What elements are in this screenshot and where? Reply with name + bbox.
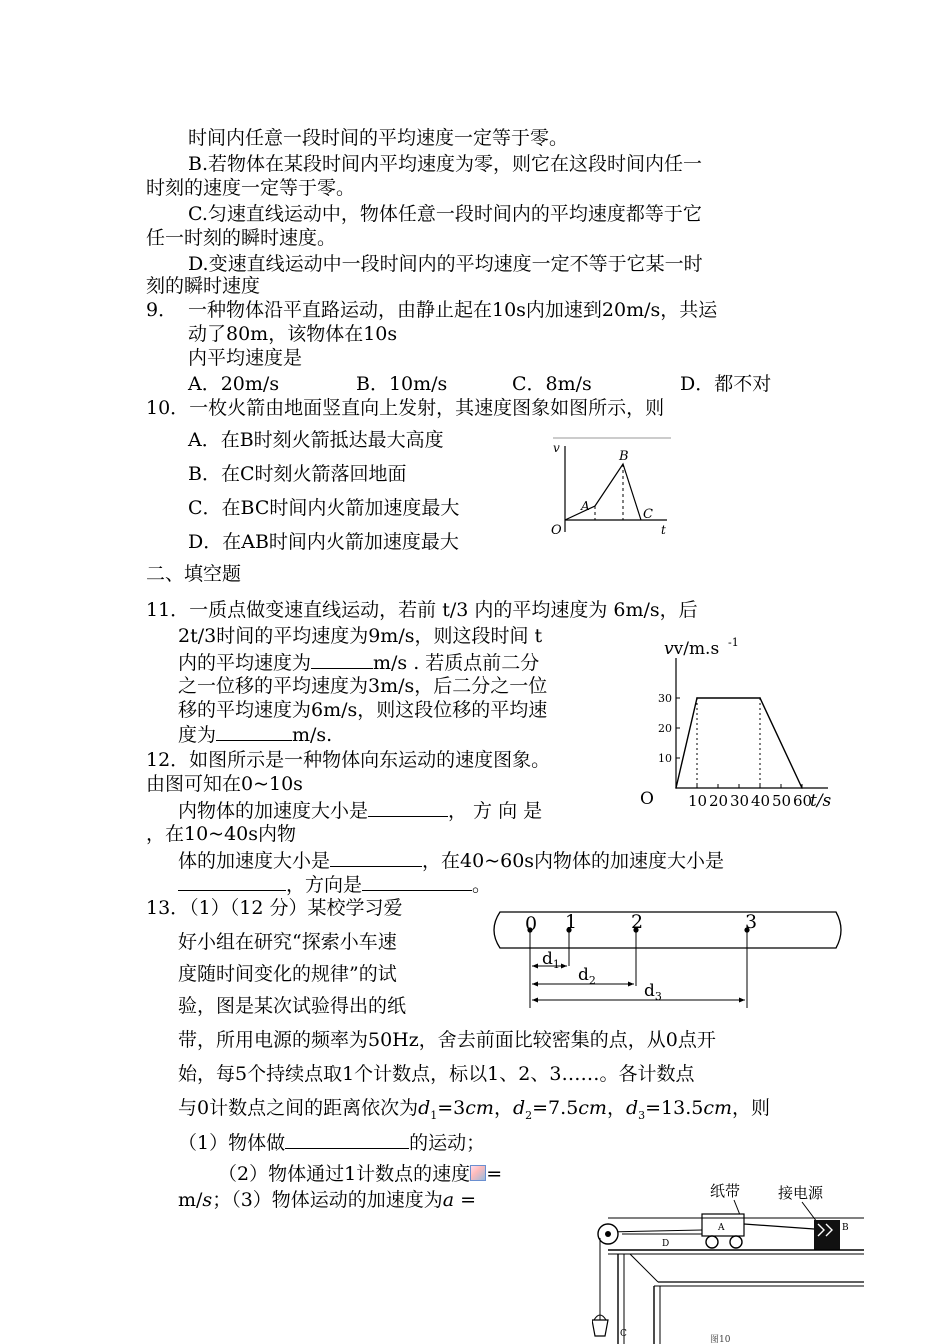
vt-x-tick-label: 20 (709, 792, 729, 810)
q13-line5: 带，所用电源的频率为50Hz，舍去前面比较密集的点，从0点开 (178, 1029, 716, 1051)
vt-data-point (759, 697, 761, 699)
q13-d1-value: =3 (437, 1097, 466, 1119)
vt-x-tick-label: 10 (688, 792, 708, 810)
graph-point-a: A (581, 499, 590, 513)
q13-unit-m: m/ (178, 1189, 203, 1211)
q12-line2: 由图可知在0~10s (146, 773, 303, 795)
tape-point-0: 0 (525, 913, 538, 935)
q11-line2: 2t/3时间的平均速度为9m/s，则这段时间 t (178, 625, 543, 647)
q12-line5-text: 体的加速度大小是 (178, 850, 331, 872)
q13-part3-eq: = (460, 1189, 477, 1211)
q13-line4: 验，图是某次试验得出的纸 (178, 995, 407, 1017)
q10-option-a: A．在B时刻火箭抵达最大高度 (188, 429, 444, 451)
velocity-time-chart (632, 628, 842, 818)
q8-option-c-cont: 任一时刻的瞬时速度。 (146, 227, 337, 249)
q13-part1-end: 的运动； (409, 1132, 486, 1154)
q11-line6 (178, 722, 332, 747)
q11-stem: 11．一质点做变速直线运动，若前 t/3 内的平均速度为 6m/s，后 (146, 599, 698, 621)
q13-stem: 13．（1）（12 分）某校学习爱 (146, 897, 403, 919)
vt-x-tick-label: 30 (730, 792, 750, 810)
q11-blank-2[interactable] (216, 722, 292, 741)
vt-y-axis-unit: v/m.s (673, 639, 720, 659)
q12-line3-text: 内物体的加速度大小是 (178, 800, 369, 822)
q9-stem-cont: 动了80m，该物体在10s (188, 323, 398, 345)
q13-part2-text: （2）物体通过1计数点的速度 (218, 1163, 471, 1185)
tape-d1-label: $d_1$ (542, 949, 560, 971)
q13-blank-motion[interactable] (285, 1130, 409, 1149)
q11-line3-unit: m/s . 若质点前二分 (373, 652, 540, 674)
graph-point-c: C (643, 507, 653, 522)
q9-option-b: B．10m/s (356, 373, 448, 395)
tape-d3-label: $d_3$ (644, 981, 662, 1003)
vt-y-tick-label: 20 (658, 722, 672, 735)
vt-data-point (801, 787, 803, 789)
apparatus-label-c: C (620, 1329, 627, 1339)
vt-y-tick-label: 30 (658, 692, 672, 705)
q11-line6-unit: m/s. (292, 724, 333, 746)
apparatus-cart-a: A (718, 1223, 725, 1233)
q13-d2-symbol: d (512, 1097, 526, 1119)
vt-x-tick-label: 40 (751, 792, 771, 810)
q12-line6 (178, 872, 491, 897)
tape-point-3: 3 (745, 911, 758, 933)
q13-d1-symbol: d (418, 1097, 431, 1119)
q12-line3 (178, 798, 542, 823)
q8-option-c: C.匀速直线运动中，物体任意一段时间内的平均速度都等于它 (188, 203, 702, 225)
q13-d3-value: =13.5 (645, 1097, 704, 1119)
graph-t-label: t (661, 523, 666, 537)
cart-apparatus-figure (592, 1172, 870, 1344)
q9-stem-cont2: 内平均速度是 (188, 347, 303, 369)
vt-x-tick-label: 60 (793, 792, 813, 810)
q13-d2-value: =7.5 (532, 1097, 579, 1119)
q12-line6-end: 。 (472, 874, 492, 896)
q10-option-b: B．在C时刻火箭落回地面 (188, 463, 407, 485)
q13-line2: 好小组在研究“探索小车速 (178, 931, 397, 953)
apparatus-paper-tape-label: 纸带 (710, 1182, 741, 1200)
q13-d1-unit: cm (465, 1097, 494, 1119)
q12-line3-dir: ， 方 向 是 (448, 800, 543, 822)
q13-d3-symbol: d (625, 1097, 639, 1119)
q13-d3-unit: cm (703, 1097, 733, 1119)
vt-origin: O (640, 789, 654, 809)
graph-point-b: B (619, 449, 629, 464)
q8-option-a-cont: 时间内任意一段时间的平均速度一定等于零。 (188, 127, 569, 149)
q10-stem: 10．一枚火箭由地面竖直向上发射，其速度图象如图所示，则 (146, 397, 665, 419)
vt-y-tick-label: 10 (658, 752, 672, 765)
paper-tape-diagram (480, 904, 850, 1014)
q13-line6: 始，每5个持续点取1个计数点，标以1、2、3……。各计数点 (178, 1063, 695, 1085)
vt-data-point (675, 787, 677, 789)
q11-line5: 移的平均速度为6m/s，则这段位移的平均速 (178, 699, 548, 721)
graph-v-label: v (553, 441, 560, 455)
q12-stem: 12．如图所示是一种物体向东运动的速度图象。 (146, 749, 551, 771)
q12-line5 (178, 848, 724, 873)
q11-line4: 之一位移的平均速度为3m/s，后二分之一位 (178, 675, 548, 697)
q8-option-b: B.若物体在某段时间内平均速度为零，则它在这段时间内任一 (188, 153, 703, 175)
q12-blank-2[interactable] (330, 848, 422, 867)
q13-line7: 与0计数点之间的距离依次为$d_1=3cm$，$d_2=7.5cm$，$d_3=13.5cm$，则 (178, 1097, 771, 1122)
tape-point-1: 1 (565, 911, 578, 933)
q13-part2-eq: = (486, 1163, 503, 1185)
q13-line7-text: 与0计数点之间的距离依次为 (178, 1097, 419, 1119)
q9-option-a: A．20m/s (188, 373, 280, 395)
q8-option-d-cont: 刻的瞬时速度 (146, 275, 261, 297)
q12-line4: ，在10~40s内物 (146, 823, 297, 845)
q8-option-b-cont: 时刻的速度一定等于零。 (146, 177, 356, 199)
q9-stem: 一种物体沿平直路运动，由静止起在10s内加速到20m/s，共运 (188, 299, 718, 321)
q11-line3 (178, 650, 539, 675)
q9-option-d: D．都不对 (680, 373, 772, 395)
q13-accel-symbol: a (442, 1189, 455, 1211)
tape-point-2: 2 (631, 911, 644, 933)
q12-blank-3[interactable] (178, 872, 286, 891)
q11-line6-text: 度为 (178, 724, 217, 746)
q10-option-c: C．在BC时间内火箭加速度最大 (188, 497, 460, 519)
vt-y-axis-label: vv/m.s (664, 639, 720, 659)
q11-blank-1[interactable] (311, 650, 373, 669)
q12-line5-text2: ，在40~60s内物体的加速度大小是 (422, 850, 725, 872)
broken-image-icon (470, 1165, 486, 1181)
q13-part3-text: ；（3）物体运动的加速度为 (212, 1189, 443, 1211)
apparatus-label-b: B (842, 1223, 849, 1233)
apparatus-power-label: 接电源 (778, 1184, 824, 1202)
q13-line3: 度随时间变化的规律”的试 (178, 963, 397, 985)
q13-then: ，则 (732, 1097, 771, 1119)
q12-blank-1[interactable] (368, 798, 448, 817)
section-title-fill-in: 二、填空题 (146, 563, 242, 585)
tape-d2-label: $d_2$ (578, 965, 596, 987)
q11-line3-text: 内的平均速度为 (178, 652, 312, 674)
q13-part1 (178, 1130, 485, 1155)
vt-series-line (676, 698, 802, 788)
rocket-vt-graph (545, 432, 675, 540)
apparatus-figure-caption: 图10 (710, 1335, 731, 1344)
q12-blank-4[interactable] (362, 872, 472, 891)
q13-part1-text: （1）物体做 (178, 1132, 286, 1154)
q10-option-d: D．在AB时间内火箭加速度最大 (188, 531, 459, 553)
q9-number: 9． (146, 299, 178, 321)
q13-part2 (218, 1162, 502, 1186)
q9-option-c: C．8m/s (512, 373, 592, 395)
vt-x-axis-label: t/s (810, 791, 832, 811)
vt-y-axis-sup: -1 (728, 636, 739, 649)
vt-data-point (696, 697, 698, 699)
q13-d2-unit: cm (578, 1097, 607, 1119)
q13-part3 (178, 1188, 476, 1212)
vt-x-tick-label: 50 (772, 792, 792, 810)
q8-option-d: D.变速直线运动中一段时间内的平均速度一定不等于它某一时 (188, 253, 703, 275)
graph-origin-label: O (551, 523, 562, 538)
q13-unit-s: s (202, 1189, 213, 1211)
q12-line6-text: ，方向是 (286, 874, 363, 896)
apparatus-label-d: D (662, 1239, 670, 1249)
